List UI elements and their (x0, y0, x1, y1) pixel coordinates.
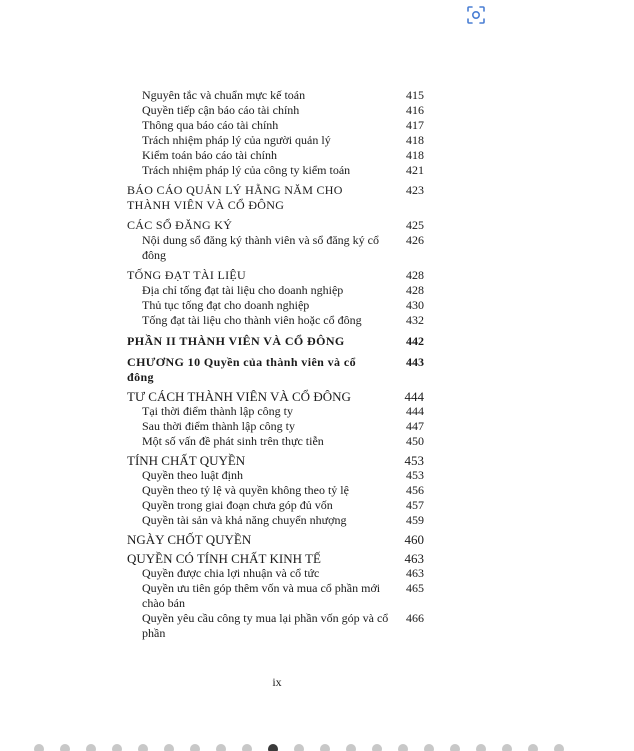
toc-entry[interactable] (127, 419, 427, 434)
toc-entry-title: Tại thời điểm thành lập công ty (142, 404, 293, 418)
toc-entry-title: Quyền trong giai đoạn chưa góp đủ vốn (142, 498, 333, 512)
page-dot[interactable] (320, 744, 330, 751)
toc-entry-page: 425 (406, 218, 424, 232)
page-dot[interactable] (190, 744, 200, 751)
toc-entry-page: 428 (406, 268, 424, 282)
toc-entry-page: 453 (404, 453, 424, 468)
toc-entry-title: Quyền ưu tiên góp thêm vốn và mua cổ phần mới chào bán (142, 581, 381, 610)
toc-entry-title: TƯ CÁCH THÀNH VIÊN VÀ CỔ ĐÔNG (127, 389, 351, 404)
toc-entry-page: 444 (406, 404, 424, 418)
toc-entry[interactable] (127, 498, 427, 513)
toc-entry[interactable] (127, 298, 427, 313)
toc-entry[interactable] (127, 434, 427, 449)
toc-entry[interactable] (127, 611, 427, 641)
toc-entry[interactable] (127, 163, 427, 178)
toc-entry-title: TÍNH CHẤT QUYỀN (127, 453, 246, 468)
page-dot[interactable] (138, 744, 148, 751)
toc-entry-title: BÁO CÁO QUẢN LÝ HẰNG NĂM CHO THÀNH VIÊN VÀ CỔ ĐÔNG (127, 183, 343, 212)
toc-entry[interactable] (127, 532, 427, 547)
toc-entry-title: Một số vấn đề phát sinh trên thực tiễn (142, 434, 324, 448)
toc-entry[interactable] (127, 148, 427, 163)
toc-entry-title: Quyền theo tỷ lệ và quyền không theo tỷ lệ (142, 483, 349, 497)
table-of-contents (127, 88, 427, 641)
toc-entry-title: Quyền theo luật định (142, 468, 243, 482)
toc-entry[interactable] (127, 118, 427, 133)
toc-entry-title: Tống đạt tài liệu cho thành viên hoặc cổ đông (142, 313, 362, 327)
toc-entry-page: 460 (404, 532, 424, 547)
toc-entry-page: 453 (406, 468, 424, 482)
page-dot[interactable] (294, 744, 304, 751)
toc-entry[interactable] (127, 334, 427, 349)
toc-entry-page: 426 (406, 233, 424, 247)
toc-entry-page: 415 (406, 88, 424, 102)
toc-entry-page: 450 (406, 434, 424, 448)
toc-entry-title: QUYỀN CÓ TÍNH CHẤT KINH TẾ (127, 551, 321, 566)
toc-entry[interactable] (127, 453, 427, 468)
toc-entry[interactable] (127, 566, 427, 581)
toc-entry-title: Trách nhiệm pháp lý của người quản lý (142, 133, 331, 147)
page-dot[interactable] (112, 744, 122, 751)
toc-entry-title: Sau thời điểm thành lập công ty (142, 419, 295, 433)
toc-entry-page: 418 (406, 133, 424, 147)
page-dot[interactable] (554, 744, 564, 751)
toc-entry-title: Địa chỉ tống đạt tài liệu cho doanh nghiệp (142, 283, 344, 297)
toc-entry[interactable] (127, 404, 427, 419)
toc-entry-title: Quyền tài sản và khả năng chuyển nhượng (142, 513, 347, 527)
toc-entry-page: 465 (406, 581, 424, 595)
page-indicator (0, 742, 634, 751)
page-dot[interactable] (528, 744, 538, 751)
page-number: ix (272, 675, 282, 689)
toc-entry-title: Kiểm toán báo cáo tài chính (142, 148, 277, 162)
toc-entry-title: Quyền tiếp cận báo cáo tài chính (142, 103, 300, 117)
page-dot[interactable] (34, 744, 44, 751)
toc-entry-page: 432 (406, 313, 424, 327)
toc-entry-page: 466 (406, 611, 424, 625)
toc-entry-page: 428 (406, 283, 424, 297)
toc-entry-page: 418 (406, 148, 424, 162)
toc-entry-page: 444 (404, 389, 424, 404)
toc-entry-title: Trách nhiệm pháp lý của công ty kiểm toán (142, 163, 351, 177)
toc-entry-page: 421 (406, 163, 424, 177)
toc-entry[interactable] (127, 483, 427, 498)
page-dot[interactable] (86, 744, 96, 751)
toc-entry-page: 459 (406, 513, 424, 527)
page-dot[interactable] (450, 744, 460, 751)
toc-entry[interactable] (127, 103, 427, 118)
page-dot[interactable] (242, 744, 252, 751)
toc-entry-page: 442 (406, 334, 424, 348)
toc-entry[interactable] (127, 468, 427, 483)
toc-entry-page: 423 (406, 183, 424, 197)
toc-entry-page: 416 (406, 103, 424, 117)
page-dot[interactable] (60, 744, 70, 751)
toc-entry-page: 443 (406, 355, 424, 369)
toc-entry[interactable] (127, 355, 427, 385)
toc-entry-title: CÁC SỔ ĐĂNG KÝ (127, 218, 233, 232)
toc-entry[interactable] (127, 581, 427, 611)
page-dot[interactable] (164, 744, 174, 751)
toc-entry-page: 463 (406, 566, 424, 580)
page-dot[interactable] (346, 744, 356, 751)
page-dot[interactable] (398, 744, 408, 751)
toc-entry[interactable] (127, 233, 427, 263)
toc-entry-title: CHƯƠNG 10 Quyền của thành viên và cổ đông (127, 355, 356, 384)
toc-entry[interactable] (127, 218, 427, 233)
page-dot[interactable] (372, 744, 382, 751)
scan-text-icon (466, 5, 486, 25)
toc-entry-page: 456 (406, 483, 424, 497)
toc-entry-page: 417 (406, 118, 424, 132)
toc-entry[interactable] (127, 313, 427, 328)
toc-entry[interactable] (127, 88, 427, 103)
page-dot[interactable] (424, 744, 434, 751)
toc-entry[interactable] (127, 283, 427, 298)
page-dot[interactable] (216, 744, 226, 751)
page-dot-active[interactable] (268, 744, 278, 751)
toc-entry[interactable] (127, 389, 427, 404)
toc-entry[interactable] (127, 513, 427, 528)
page-dot[interactable] (502, 744, 512, 751)
toc-entry-page: 463 (404, 551, 424, 566)
toc-entry-title: Nguyên tắc và chuẩn mực kế toán (142, 88, 306, 102)
toc-entry-page: 447 (406, 419, 424, 433)
toc-entry-title: Nội dung sổ đăng ký thành viên và sổ đăng ký cổ đông (142, 233, 379, 262)
toc-entry-page: 430 (406, 298, 424, 312)
toc-entry-page: 457 (406, 498, 424, 512)
toc-entry-title: Quyền được chia lợi nhuận và cổ tức (142, 566, 320, 580)
toc-entry-title: NGÀY CHỐT QUYỀN (127, 532, 252, 547)
toc-entry-title: TỐNG ĐẠT TÀI LIỆU (127, 268, 246, 282)
toc-entry-title: Quyền yêu cầu công ty mua lại phần vốn góp và cổ phần (142, 611, 389, 640)
toc-entry-title: Thông qua báo cáo tài chính (142, 118, 279, 132)
toc-entry[interactable] (127, 133, 427, 148)
scan-text-button[interactable] (460, 0, 492, 30)
toc-entry[interactable] (127, 268, 427, 283)
toc-entry[interactable] (127, 183, 427, 213)
toc-entry-title: PHẦN II THÀNH VIÊN VÀ CỔ ĐÔNG (127, 334, 345, 348)
toc-entry[interactable] (127, 551, 427, 566)
toc-entry-title: Thủ tục tống đạt cho doanh nghiệp (142, 298, 310, 312)
page-dot[interactable] (476, 744, 486, 751)
